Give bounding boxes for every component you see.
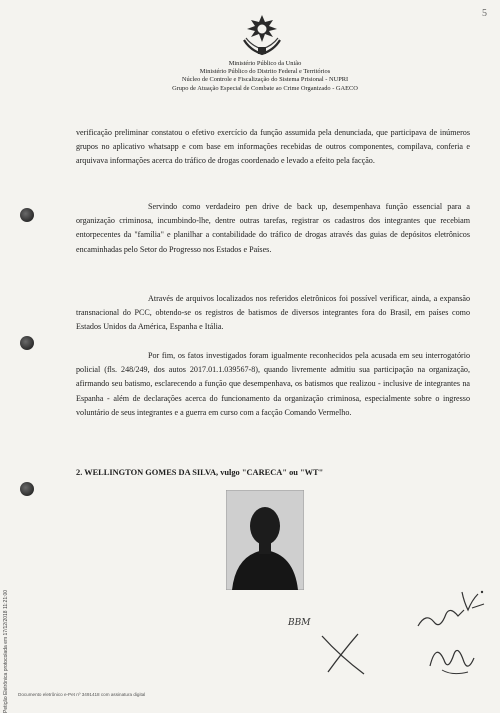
paragraph-4: Por fim, os fatos investigados foram igualmente reconhecidos pela acusada em seu interrogatório policial (fls. 248/249, dos autos 2017.01.1.039567-8), quando livremente admitiu sua participação na organização, afirmando seu batismo, esclarecendo a função que desempenhava, os batismos que realizou - inclusive de integrantes na Espanha - além de declarações acerca do funcionamento da organização criminosa, especialmente sobre o ingresso voluntário de seus integrantes e a guerra em curso com a facção Comando Vermelho. (76, 351, 470, 417)
footer-text: Documento eletrônico e-Pet nº 3491418 com assinatura digital (18, 692, 146, 697)
page-number-mark: 5 (482, 8, 487, 19)
header-line: Ministério Público da União (228, 60, 302, 67)
paragraph-3: Através de arquivos localizados nos referidos eletrônicos foi possível verificar, ainda, a expansão transnacional do PCC, obtendo-se os registros de batismos de diversos integrantes fora do Brasil, em países como Estados Unidos da América, Espanha e Itália. (76, 294, 470, 332)
section-title: 2. WELLINGTON GOMES DA SILVA, vulgo "CARECA" ou "WT" (76, 468, 324, 477)
letterhead (100, 60, 430, 93)
punch-hole (20, 336, 34, 350)
coat-of-arms-icon (240, 14, 284, 56)
protocol-sidebar-text: Petição Eletrônica protocolada em 17/12/2018 11:21:00 (3, 589, 9, 713)
header-line: Núcleo de Controle e Fiscalização do Sistema Prisional - NUPRI (181, 76, 349, 84)
header-line: Grupo de Atuação Especial de Combate ao Crime Organizado - GAECO (172, 84, 358, 92)
punch-hole (20, 208, 34, 222)
signature-lower (424, 632, 480, 678)
paragraph-2: Servindo como verdadeiro pen drive de back up, desempenhava função essencial para a organização criminosa, incumbindo-lhe, dentre outras tarefas, registrar os cadastros dos integrantes que recebiam entorpecentes da "família" e planilhar a contabilidade do tráfico de drogas através das guias de depósitos eletrônicos encaminhadas pelo Setor do Progresso nos Estados e Países. (76, 202, 470, 254)
paragraph-1: verificação preliminar constatou o efetivo exercício da função assumida pela denunciada, que participava de inúmeros grupos no aplicativo whatsapp e com base em informações recebidas de outros componentes, compilava, conferia e arquivava informações acerca do tráfico de drogas coordenado e levado a efeito pela facção. (76, 128, 470, 166)
defendant-photo (226, 490, 304, 590)
punch-hole (20, 482, 34, 496)
header-line: Ministério Público do Distrito Federal e Territórios (199, 68, 331, 76)
signature-x (318, 630, 370, 678)
initials-text: BBM (288, 618, 311, 628)
